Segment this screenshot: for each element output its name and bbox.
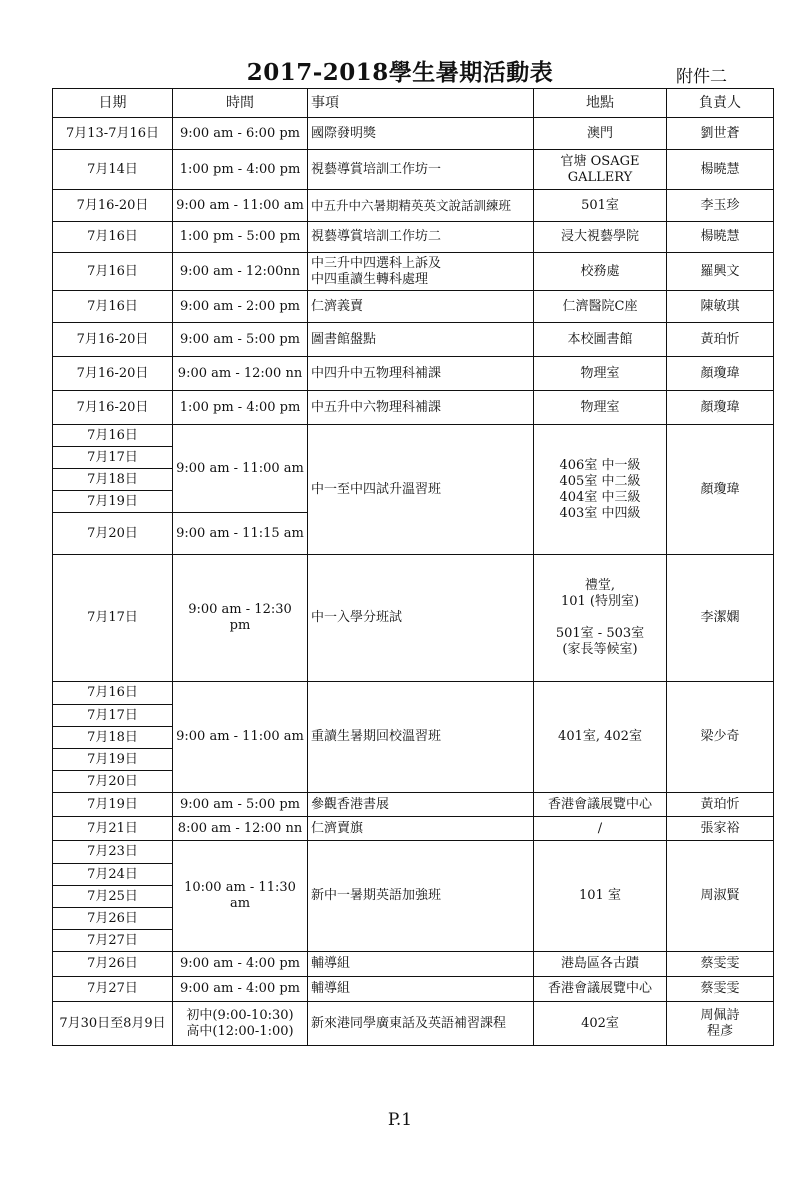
table-row: [53, 555, 774, 682]
venue-line: 官塘 OSAGE: [560, 153, 640, 169]
item-cell: 國際發明獎: [308, 118, 534, 150]
owner-cell: 李潔嫻: [667, 555, 774, 682]
date-cell: 7月18日: [53, 469, 173, 491]
venue-cell: 港島區各古蹟: [534, 952, 667, 977]
date-cell: 7月16日: [53, 222, 173, 253]
date-cell: 7月26日: [53, 952, 173, 977]
time-line: 初中(9:00-10:30): [186, 1007, 294, 1023]
item-cell: 參觀香港書展: [308, 793, 534, 817]
date-cell: 7月27日: [53, 977, 173, 1002]
owner-cell: 顏瓊瑋: [667, 425, 774, 555]
time-line: 高中(12:00-1:00): [186, 1023, 294, 1039]
item-cell: 視藝導賞培訓工作坊二: [308, 222, 534, 253]
item-cell: 中五升中六物理科補課: [308, 391, 534, 425]
table-row: [53, 150, 774, 190]
venue-cell: 401室, 402室: [534, 682, 667, 793]
date-cell: 7月13-7月16日: [53, 118, 173, 150]
time-cell: 9:00 am - 5:00 pm: [173, 323, 308, 357]
item-cell: 仁濟賣旗: [308, 817, 534, 841]
time-cell: 9:00 am - 11:00 am: [173, 682, 308, 793]
owner-cell: 羅興文: [667, 253, 774, 291]
table-row: [53, 1002, 774, 1046]
item-cell: 中五升中六暑期精英英文說話訓練班: [308, 190, 534, 222]
date-cell: 7月16-20日: [53, 391, 173, 425]
item-cell: 中一入學分班試: [308, 555, 534, 682]
venue-line: 405室 中二級: [559, 473, 641, 489]
owner-cell: 顏瓊瑋: [667, 391, 774, 425]
venue-cell: 物理室: [534, 391, 667, 425]
owner-cell: 蔡雯雯: [667, 952, 774, 977]
venue-cell: 本校圖書館: [534, 323, 667, 357]
time-cell: 9:00 am - 4:00 pm: [173, 977, 308, 1002]
item-cell: 視藝導賞培訓工作坊一: [308, 150, 534, 190]
header-time: 時間: [173, 89, 308, 118]
table-row: [53, 323, 774, 357]
venue-line: GALLERY: [567, 169, 633, 185]
venue-line: 406室 中一級: [559, 457, 641, 473]
date-cell: 7月24日: [53, 864, 173, 886]
date-cell: 7月18日: [53, 727, 173, 749]
table-row: [53, 793, 774, 817]
table-row: [53, 253, 774, 291]
date-cell: 7月19日: [53, 793, 173, 817]
date-cell: 7月30日至8月9日: [53, 1002, 173, 1046]
venue-line: 403室 中四級: [559, 505, 641, 521]
owner-cell: 陳敏琪: [667, 291, 774, 323]
owner-cell: 黃珀忻: [667, 793, 774, 817]
date-cell: 7月19日: [53, 749, 173, 771]
item-cell: 重讀生暑期回校溫習班: [308, 682, 534, 793]
table-row: [53, 291, 774, 323]
time-cell: 9:00 am - 2:00 pm: [173, 291, 308, 323]
time-cell: 9:00 am - 12:00nn: [173, 253, 308, 291]
time-cell: 9:00 am - 6:00 pm: [173, 118, 308, 150]
owner-cell: 楊曉慧: [667, 222, 774, 253]
date-cell: 7月21日: [53, 817, 173, 841]
venue-cell: 501室: [534, 190, 667, 222]
item-cell: 新中一暑期英語加強班: [308, 841, 534, 952]
date-cell: 7月27日: [53, 930, 173, 952]
table-row: [53, 977, 774, 1002]
date-cell: 7月14日: [53, 150, 173, 190]
date-cell: 7月17日: [53, 447, 173, 469]
time-cell: 9:00 am - 11:00 am: [173, 190, 308, 222]
table-row: [53, 118, 774, 150]
venue-cell: 仁濟醫院C座: [534, 291, 667, 323]
owner-cell: 李玉珍: [667, 190, 774, 222]
time-cell: 1:00 pm - 4:00 pm: [173, 150, 308, 190]
item-line: 中三升中四選科上訴及: [311, 255, 442, 271]
venue-line: 404室 中三級: [559, 489, 641, 505]
venue-cell: 浸大視藝學院: [534, 222, 667, 253]
time-cell: 9:00 am - 11:00 am: [173, 425, 308, 513]
date-cell: 7月23日: [53, 841, 173, 864]
item-cell: 中四升中五物理科補課: [308, 357, 534, 391]
table-row: [53, 682, 774, 705]
header-venue: 地點: [534, 89, 667, 118]
time-cell: 1:00 pm - 4:00 pm: [173, 391, 308, 425]
schedule-table: [52, 88, 774, 1046]
owner-cell: 周淑賢: [667, 841, 774, 952]
table-row: [53, 190, 774, 222]
venue-cell: 101 室: [534, 841, 667, 952]
venue-cell: 澳門: [534, 118, 667, 150]
venue-line: (家長等候室): [562, 642, 638, 657]
venue-cell: [534, 150, 667, 190]
venue-cell: 香港會議展覽中心: [534, 793, 667, 817]
item-line: 中四重讀生轉科處理: [311, 271, 429, 287]
time-cell: 9:00 am - 12:00 nn: [173, 357, 308, 391]
date-cell: 7月16-20日: [53, 357, 173, 391]
date-cell: 7月16-20日: [53, 190, 173, 222]
owner-cell: 張家裕: [667, 817, 774, 841]
date-cell: 7月16日: [53, 425, 173, 447]
header-date: 日期: [53, 89, 173, 118]
item-cell: 輔導組: [308, 952, 534, 977]
date-cell: 7月16日: [53, 682, 173, 705]
date-cell: 7月17日: [53, 705, 173, 727]
table-row: [53, 952, 774, 977]
header-item: 事項: [308, 89, 534, 118]
table-row: [53, 425, 774, 447]
time-cell: 9:00 am - 12:30 pm: [173, 555, 308, 682]
table-row: [53, 841, 774, 864]
date-cell: 7月26日: [53, 908, 173, 930]
item-cell: 仁濟義賣: [308, 291, 534, 323]
owner-cell: 黃珀忻: [667, 323, 774, 357]
owner-cell: 劉世蒼: [667, 118, 774, 150]
venue-cell: [534, 425, 667, 555]
venue-cell: 物理室: [534, 357, 667, 391]
owner-line: 程彥: [706, 1023, 733, 1039]
time-cell: 9:00 am - 5:00 pm: [173, 793, 308, 817]
venue-cell: 校務處: [534, 253, 667, 291]
venue-cell: /: [534, 817, 667, 841]
venue-line: 禮堂,: [584, 578, 616, 593]
time-cell: 9:00 am - 4:00 pm: [173, 952, 308, 977]
time-cell: [173, 1002, 308, 1046]
owner-cell: 顏瓊瑋: [667, 357, 774, 391]
date-cell: 7月16-20日: [53, 323, 173, 357]
item-cell: 圖書館盤點: [308, 323, 534, 357]
owner-cell: 楊曉慧: [667, 150, 774, 190]
time-cell: 8:00 am - 12:00 nn: [173, 817, 308, 841]
venue-cell: 香港會議展覽中心: [534, 977, 667, 1002]
owner-cell: 蔡雯雯: [667, 977, 774, 1002]
venue-cell: 402室: [534, 1002, 667, 1046]
time-cell: 1:00 pm - 5:00 pm: [173, 222, 308, 253]
page-title: 2017-2018學生暑期活動表: [246, 59, 554, 86]
table-row: [53, 222, 774, 253]
annex-label: 附件二: [676, 67, 727, 87]
time-cell: 10:00 am - 11:30 am: [173, 841, 308, 952]
header-row: [53, 89, 774, 118]
venue-line: 101 (特別室): [560, 594, 640, 609]
date-cell: 7月25日: [53, 886, 173, 908]
venue-line: [537, 610, 663, 626]
owner-cell: [667, 1002, 774, 1046]
date-cell: 7月20日: [53, 771, 173, 793]
date-cell: 7月16日: [53, 291, 173, 323]
item-cell: 中一至中四試升溫習班: [308, 425, 534, 555]
date-cell: 7月16日: [53, 253, 173, 291]
time-cell: 9:00 am - 11:15 am: [173, 513, 308, 555]
date-cell: 7月20日: [53, 513, 173, 555]
page-number: P.1: [387, 1110, 413, 1130]
date-cell: 7月19日: [53, 491, 173, 513]
item-cell: 新來港同學廣東話及英語補習課程: [308, 1002, 534, 1046]
venue-cell: [534, 555, 667, 682]
owner-line: 周佩詩: [700, 1007, 740, 1023]
item-cell: 輔導組: [308, 977, 534, 1002]
table-row: [53, 817, 774, 841]
header-owner: 負責人: [667, 89, 774, 118]
item-cell: [308, 253, 534, 291]
venue-line: 501室 - 503室: [555, 626, 645, 641]
owner-cell: 梁少奇: [667, 682, 774, 793]
table-row: [53, 391, 774, 425]
date-cell: 7月17日: [53, 555, 173, 682]
table-row: [53, 357, 774, 391]
